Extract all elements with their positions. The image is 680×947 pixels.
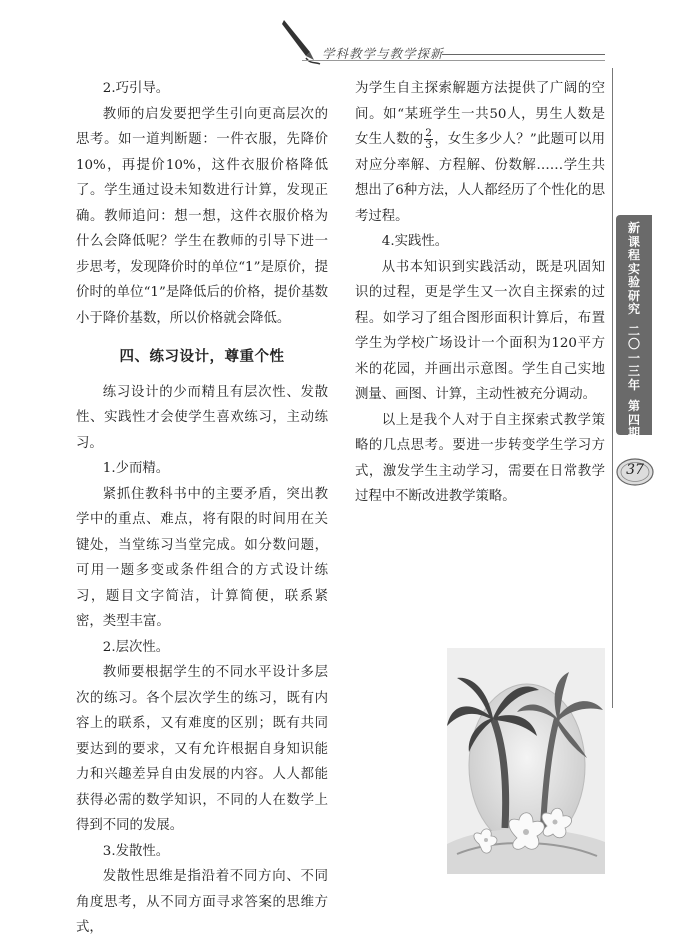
sidebar-char: 〇: [627, 337, 640, 351]
header-title: 学科教学与教学探新: [322, 46, 444, 61]
paragraph: 从书本知识到实践活动，既是巩固知识的过程，更是学生又一次自主探索的过程。如学习了组合图形面积计算后，布置学生为学校广场设计一个面积为120平方米的花园，并画出示意图。学生自己实地测量、画图、计算，主动性被充分调动。: [355, 259, 605, 402]
running-header: [0, 0, 680, 80]
sidebar-char: 究: [627, 302, 640, 316]
text-run: 为学生自主探索解题方法提供了广阔的空间。如“某班学生一共50人，男生人数是女生人数的: [355, 81, 605, 147]
sidebar-char: 实: [627, 261, 640, 276]
fraction-numerator: 2: [425, 127, 432, 139]
text-run: ，女生多少人？”此题可以用对应分率解、方程解、份数解……学生共想出了6种方法，人人都经历了个性化的思考过程。: [355, 132, 605, 224]
paragraph: 练习设计的少而精且有层次性、发散性、实践性才会使学生喜欢练习，主动练习。: [76, 384, 328, 451]
paragraph-continued: [355, 76, 605, 229]
paragraph: 教师要根据学生的不同水平设计多层次的练习。各个层次学生的练习，既有内容上的联系，又有难度的区别；既有共同要达到的要求，又有允许根据自身知识能力和兴趣差异自由发展的内容。人人都能获得必需的数学知识，不同的人在数学上得到不同的发展。: [76, 665, 328, 833]
paragraph: 紧抓住教科书中的主要矛盾，突出教学中的重点、难点，将有限的时间用在关键处，当堂练习当堂完成。如分数问题，可用一题多变或条件组合的方式设计练习，题目文字简洁，计算简便，联系紧密，类型丰富。: [76, 486, 328, 629]
sidebar-char: 二: [627, 323, 640, 338]
right-column: [355, 76, 605, 510]
margin-rule: [612, 68, 613, 708]
section-heading: 四、练习设计，尊重个性: [119, 349, 285, 365]
paragraph: 发散性思维是指沿着不同方向、不同角度思考，从不同方面寻求答案的思维方式，: [76, 869, 328, 935]
subheading-shao-er-jing: 1.少而精。: [102, 461, 170, 476]
subheading-shijianxing: 4.实践性。: [381, 234, 449, 249]
paragraph: 教师的启发要把学生引向更高层次的思考。如一道判断题：一件衣服，先降价10%，再提价10%，这件衣服价格降低了。学生通过设未知数进行计算，发现正确。教师追问：想一想，这件衣服价格为什么会降低呢？学生在教师的引导下进一步思考，发现降价时的单位“1”是原价，提价时的单位“1”是降低后的价格，提价基数小于降价基数，所以价格就会降低。: [76, 106, 328, 326]
fraction: [424, 128, 433, 151]
sidebar-char: 研: [627, 288, 640, 303]
sidebar-char: 年: [627, 377, 640, 392]
header-underline: [302, 60, 605, 61]
sidebar-char: 一: [627, 350, 640, 365]
sidebar-char: 课: [627, 234, 640, 249]
sidebar-char: 期: [627, 426, 640, 440]
journal-sidebar-text: [622, 222, 646, 441]
fraction-denominator: 3: [425, 139, 432, 151]
sidebar-char: 新: [627, 221, 640, 235]
sidebar-char: 验: [627, 275, 640, 289]
subheading-cengcixing: 2.层次性。: [102, 639, 170, 655]
sidebar-char: 程: [627, 248, 640, 262]
header-rule: [442, 54, 605, 55]
sidebar-char: 三: [627, 364, 640, 378]
sidebar-char: 四: [627, 412, 640, 427]
subheading-fasanxing: 3.发散性。: [102, 843, 170, 859]
sidebar-char: 第: [627, 399, 640, 413]
page-number: 37: [626, 462, 644, 478]
paragraph: 以上是我个人对于自主探索式教学策略的几点思考。要进一步转变学生学习方式，激发学生主动学习，需要在日常教学过程中不断改进教学策略。: [355, 412, 605, 504]
palm-tree-illustration: [447, 648, 605, 874]
subheading-qiao-yindao: 2.巧引导。: [102, 81, 170, 96]
left-column: [76, 76, 328, 941]
